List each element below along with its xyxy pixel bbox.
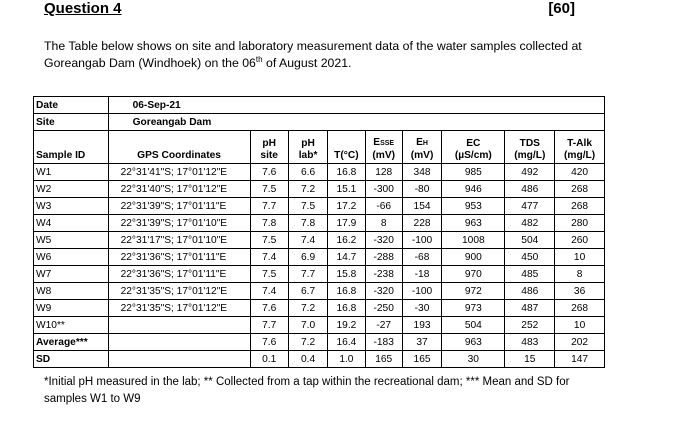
value-cell: 7.7 xyxy=(250,317,288,334)
value-cell: 348 xyxy=(402,164,441,181)
table-row xyxy=(34,198,605,215)
table-row xyxy=(34,283,605,300)
value-cell: 165 xyxy=(365,351,402,368)
col-esse xyxy=(365,131,402,164)
col-ec-line1: EC xyxy=(466,138,481,149)
gps-cell: 22°31'35"S; 17°01'12"E xyxy=(108,300,250,317)
gps-cell: 22°31'36"S; 17°01'11"E xyxy=(108,249,250,266)
value-cell: 15.1 xyxy=(328,181,365,198)
value-cell: 7.2 xyxy=(288,181,327,198)
value-cell: 17.2 xyxy=(328,198,365,215)
col-ph-lab-line2: lab* xyxy=(298,150,318,161)
col-temperature: T(°C) xyxy=(328,131,365,164)
value-cell: 6.9 xyxy=(288,249,327,266)
value-cell: 37 xyxy=(402,334,441,351)
value-cell: -80 xyxy=(402,181,441,198)
value-cell: 486 xyxy=(505,283,555,300)
col-eh-subscript: H xyxy=(422,140,428,147)
site-label: Site xyxy=(34,114,109,131)
col-sample-id: Sample ID xyxy=(34,131,109,164)
site-row xyxy=(34,114,605,131)
value-cell: 7.5 xyxy=(250,232,288,249)
value-cell: -300 xyxy=(365,181,402,198)
sample-id-cell: W7 xyxy=(34,266,109,283)
date-label: Date xyxy=(34,97,109,114)
value-cell: -238 xyxy=(365,266,402,283)
value-cell: 492 xyxy=(505,164,555,181)
sd-row xyxy=(34,351,605,368)
value-cell: 16.8 xyxy=(328,283,365,300)
col-talk-line2: (mg/L) xyxy=(564,150,596,161)
value-cell: -68 xyxy=(402,249,441,266)
sample-id-cell: W8 xyxy=(34,283,109,300)
intro-paragraph xyxy=(44,38,604,72)
value-cell: 280 xyxy=(555,215,605,232)
value-cell: 963 xyxy=(442,334,505,351)
col-eh-letter: E xyxy=(416,137,423,148)
table-row xyxy=(34,300,605,317)
site-value: Goreangab Dam xyxy=(108,114,604,131)
col-ph-site xyxy=(250,131,288,164)
table-row xyxy=(34,266,605,283)
value-cell: 16.2 xyxy=(328,232,365,249)
sample-id-cell: W6 xyxy=(34,249,109,266)
value-cell: 7.6 xyxy=(250,164,288,181)
value-cell: 487 xyxy=(505,300,555,317)
value-cell: 14.7 xyxy=(328,249,365,266)
value-cell: 19.2 xyxy=(328,317,365,334)
value-cell: 7.7 xyxy=(288,266,327,283)
sample-id-cell: W3 xyxy=(34,198,109,215)
value-cell: 485 xyxy=(505,266,555,283)
col-tds xyxy=(505,131,555,164)
value-cell: -18 xyxy=(402,266,441,283)
value-cell: -30 xyxy=(402,300,441,317)
sample-id-cell: SD xyxy=(34,351,109,368)
col-gps: GPS Coordinates xyxy=(108,131,250,164)
col-ph-lab xyxy=(288,131,327,164)
col-ph-lab-line1: pH xyxy=(301,138,315,149)
date-row xyxy=(34,97,605,114)
value-cell: 946 xyxy=(442,181,505,198)
value-cell: 202 xyxy=(555,334,605,351)
gps-cell xyxy=(108,334,250,351)
value-cell: 7.0 xyxy=(288,317,327,334)
col-esse-unit: (mV) xyxy=(372,150,396,161)
value-cell: 260 xyxy=(555,232,605,249)
header-row xyxy=(34,131,605,164)
gps-cell: 22°31'17"S; 17°01'10"E xyxy=(108,232,250,249)
value-cell: 973 xyxy=(442,300,505,317)
gps-cell: 22°31'39"S; 17°01'10"E xyxy=(108,215,250,232)
value-cell: -100 xyxy=(402,232,441,249)
value-cell: 193 xyxy=(402,317,441,334)
value-cell: 7.5 xyxy=(250,266,288,283)
table-row xyxy=(34,181,605,198)
value-cell: -320 xyxy=(365,283,402,300)
sample-id-cell: W2 xyxy=(34,181,109,198)
value-cell: -100 xyxy=(402,283,441,300)
value-cell: 7.4 xyxy=(288,232,327,249)
value-cell: -27 xyxy=(365,317,402,334)
value-cell: 483 xyxy=(505,334,555,351)
value-cell: 268 xyxy=(555,198,605,215)
col-ph-site-line2: site xyxy=(260,150,278,161)
value-cell: 228 xyxy=(402,215,441,232)
value-cell: 15.8 xyxy=(328,266,365,283)
gps-cell: 22°31'36"S; 17°01'11"E xyxy=(108,266,250,283)
value-cell: 16.4 xyxy=(328,334,365,351)
col-talk-line1: T-Alk xyxy=(567,138,593,149)
value-cell: 1.0 xyxy=(328,351,365,368)
col-ec xyxy=(442,131,505,164)
gps-cell: 22°31'35"S; 17°01'12"E xyxy=(108,283,250,300)
value-cell: 7.2 xyxy=(288,334,327,351)
average-row xyxy=(34,334,605,351)
col-esse-letter: E xyxy=(373,137,381,148)
table-body xyxy=(34,97,605,368)
sample-id-cell: W4 xyxy=(34,215,109,232)
sample-id-cell: W1 xyxy=(34,164,109,181)
gps-cell: 22°31'41"S; 17°01'12"E xyxy=(108,164,250,181)
value-cell: 15 xyxy=(505,351,555,368)
col-eh xyxy=(402,131,441,164)
value-cell: -288 xyxy=(365,249,402,266)
footnote: *Initial pH measured in the lab; ** Collected from a tap within the recreational dam; *** Mean and SD for samples W1 to W9 xyxy=(44,376,570,405)
value-cell: 6.7 xyxy=(288,283,327,300)
value-cell: 477 xyxy=(505,198,555,215)
table-row xyxy=(34,249,605,266)
table-row xyxy=(34,215,605,232)
sample-id-cell: W5 xyxy=(34,232,109,249)
value-cell: -320 xyxy=(365,232,402,249)
value-cell: 6.6 xyxy=(288,164,327,181)
value-cell: 16.8 xyxy=(328,164,365,181)
value-cell: 154 xyxy=(402,198,441,215)
value-cell: 30 xyxy=(442,351,505,368)
gps-cell: 22°31'40"S; 17°01'12"E xyxy=(108,181,250,198)
value-cell: 7.6 xyxy=(250,334,288,351)
value-cell: 504 xyxy=(442,317,505,334)
sample-id-cell: Average*** xyxy=(34,334,109,351)
value-cell: 7.5 xyxy=(250,181,288,198)
sample-id-cell: W10** xyxy=(34,317,109,334)
table-row xyxy=(34,317,605,334)
value-cell: 7.4 xyxy=(250,249,288,266)
value-cell: 900 xyxy=(442,249,505,266)
value-cell: 963 xyxy=(442,215,505,232)
question-marks: [60] xyxy=(548,0,575,17)
value-cell: 268 xyxy=(555,300,605,317)
value-cell: 8 xyxy=(365,215,402,232)
value-cell: 420 xyxy=(555,164,605,181)
table-row xyxy=(34,232,605,249)
value-cell: 450 xyxy=(505,249,555,266)
intro-text: The Table below shows on site and laboratory measurement data of the water samples collected at Goreangab Dam (Windhoek) on the 06 xyxy=(44,39,582,70)
value-cell: -183 xyxy=(365,334,402,351)
value-cell: 7.6 xyxy=(250,300,288,317)
value-cell: 10 xyxy=(555,249,605,266)
value-cell: 972 xyxy=(442,283,505,300)
value-cell: 7.8 xyxy=(288,215,327,232)
col-ph-site-line1: pH xyxy=(262,138,276,149)
value-cell: 7.4 xyxy=(250,283,288,300)
col-tds-line1: TDS xyxy=(519,138,540,149)
question-title: Question 4 xyxy=(44,0,122,17)
value-cell: 7.7 xyxy=(250,198,288,215)
value-cell: 7.2 xyxy=(288,300,327,317)
value-cell: 10 xyxy=(555,317,605,334)
intro-text-end: of August 2021. xyxy=(262,56,352,70)
value-cell: 504 xyxy=(505,232,555,249)
value-cell: 985 xyxy=(442,164,505,181)
date-value: 06-Sep-21 xyxy=(108,97,604,114)
value-cell: 128 xyxy=(365,164,402,181)
value-cell: 953 xyxy=(442,198,505,215)
value-cell: 7.5 xyxy=(288,198,327,215)
value-cell: 17.9 xyxy=(328,215,365,232)
value-cell: 0.4 xyxy=(288,351,327,368)
value-cell: 0.1 xyxy=(250,351,288,368)
value-cell: 165 xyxy=(402,351,441,368)
value-cell: 36 xyxy=(555,283,605,300)
col-talk xyxy=(555,131,605,164)
value-cell: 252 xyxy=(505,317,555,334)
value-cell: 16.8 xyxy=(328,300,365,317)
value-cell: 486 xyxy=(505,181,555,198)
col-ec-line2: (µS/cm) xyxy=(454,150,492,161)
gps-cell: 22°31'39"S; 17°01'11"E xyxy=(108,198,250,215)
col-esse-subscript: SSE xyxy=(380,140,395,147)
value-cell: -66 xyxy=(365,198,402,215)
value-cell: 7.8 xyxy=(250,215,288,232)
value-cell: -250 xyxy=(365,300,402,317)
value-cell: 8 xyxy=(555,266,605,283)
value-cell: 147 xyxy=(555,351,605,368)
gps-cell xyxy=(108,351,250,368)
sample-id-cell: W9 xyxy=(34,300,109,317)
gps-cell xyxy=(108,317,250,334)
value-cell: 1008 xyxy=(442,232,505,249)
value-cell: 970 xyxy=(442,266,505,283)
value-cell: 268 xyxy=(555,181,605,198)
intro-superscript: th xyxy=(255,54,263,64)
value-cell: 482 xyxy=(505,215,555,232)
col-tds-line2: (mg/L) xyxy=(514,150,546,161)
water-sample-table xyxy=(33,96,605,368)
table-row xyxy=(34,164,605,181)
col-eh-unit: (mV) xyxy=(410,150,434,161)
